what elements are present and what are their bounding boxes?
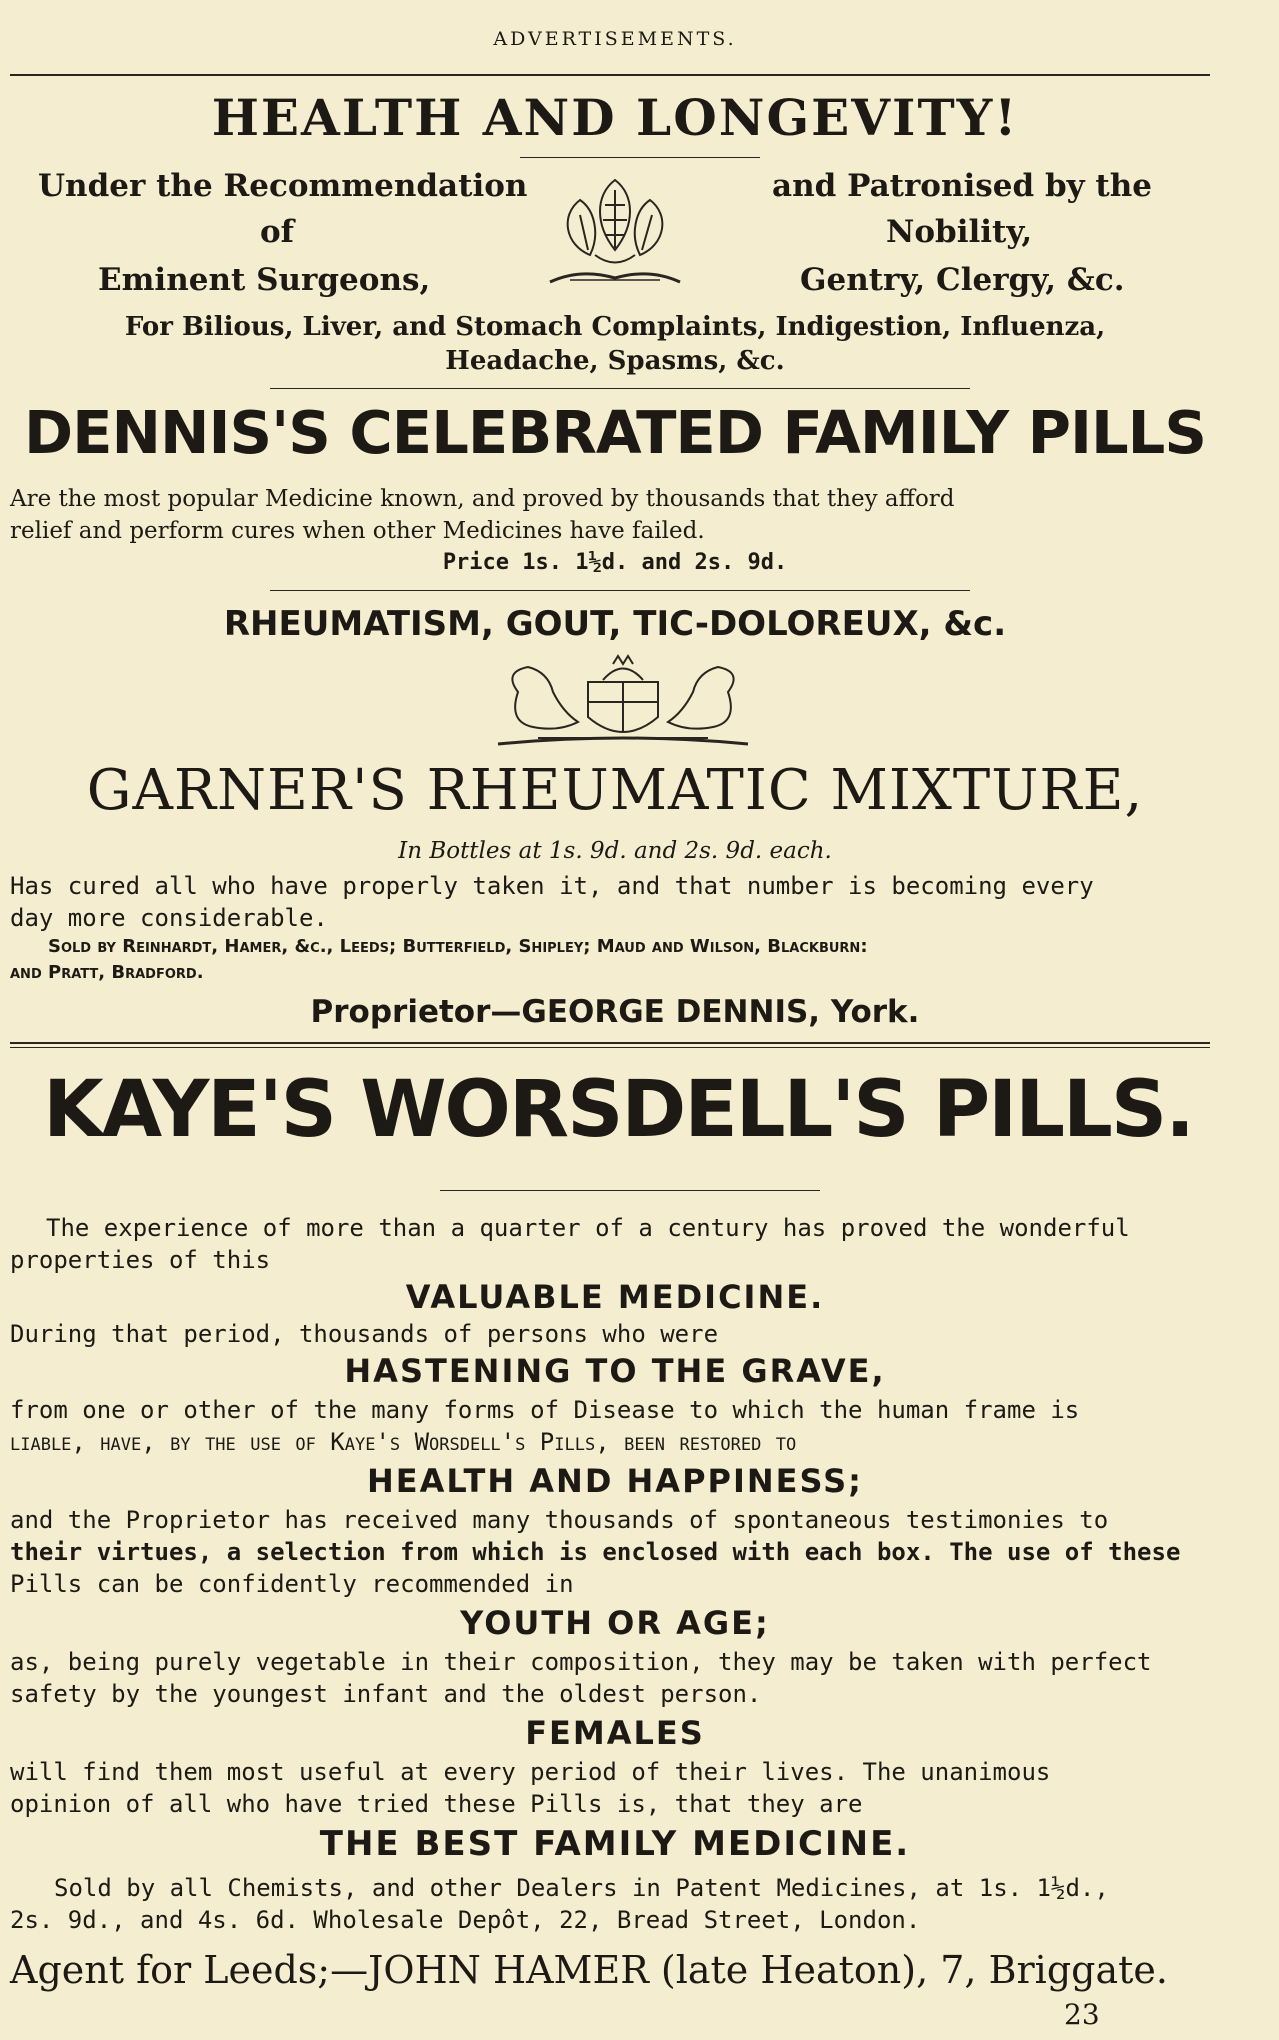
ad2-bottom-rule-2 (10, 1047, 1210, 1048)
ad2-product-name: GARNER'S RHEUMATIC MIXTURE, (86, 758, 1144, 823)
ad1-right-line-1: and Patronised by the (772, 168, 1153, 204)
ad1-complaints-line-1: For Bilious, Liver, and Stomach Complaints, Indigestion, Influenza, (124, 312, 1106, 342)
ad1-price: Price 1s. 1½d. and 2s. 9d. (442, 550, 788, 575)
ad2-proprietor: Proprietor—GEORGE DENNIS, York. (310, 994, 920, 1030)
ad3-para-4-line-3: Pills can be confidently recommended in (10, 1570, 574, 1598)
ad1-left-line-2: of (260, 214, 295, 250)
ad3-heading-females: FEMALES (525, 1714, 705, 1752)
ad1-product-name: DENNIS'S CELEBRATED FAMILY PILLS (24, 398, 1206, 467)
ad1-left-line-1: Under the Recommendation (38, 168, 528, 204)
ad1-rule-2 (270, 590, 970, 591)
ad1-left-line-3: Eminent Surgeons, (98, 262, 431, 298)
ad1-complaints-line-2: Headache, Spasms, &c. (445, 346, 785, 376)
royal-coat-of-arms-icon (478, 652, 768, 752)
ad1-right-line-2: Nobility, (886, 214, 1033, 250)
ad3-para-6-line-2: opinion of all who have tried these Pills is, that they are (10, 1790, 863, 1818)
ad1-title-rule (520, 157, 760, 158)
ad3-para-1-line-2: properties of this (10, 1246, 271, 1274)
ad2-description-line-2: day more considerable. (10, 904, 328, 932)
ad3-para-2: During that period, thousands of persons who were (10, 1320, 719, 1348)
ad1-rule-1 (270, 388, 970, 389)
ad3-para-6-line-1: will find them most useful at every period of their lives. The unanimous (10, 1758, 1051, 1786)
page-header: ADVERTISEMENTS. (493, 28, 737, 50)
ad3-title: KAYE'S WORSDELL'S PILLS. (43, 1064, 1193, 1155)
ad2-description-line-1: Has cured all who have properly taken it, and that number is becoming every (10, 872, 1094, 900)
ad2-bottle-prices: In Bottles at 1s. 9d. and 2s. 9d. each. (398, 838, 832, 864)
ad1-right-line-3: Gentry, Clergy, &c. (800, 262, 1125, 298)
ad3-title-rule (440, 1190, 820, 1191)
ad3-heading-hastening: HASTENING TO THE GRAVE, (344, 1352, 886, 1390)
ad2-bottom-rule-1 (10, 1042, 1210, 1044)
ad1-title: HEALTH AND LONGEVITY! (211, 88, 1019, 147)
ad3-heading-health-happiness: HEALTH AND HAPPINESS; (367, 1462, 863, 1500)
ad2-sold-by-line-2: and Pratt, Bradford. (10, 962, 204, 983)
ad3-sold-by-line-2: 2s. 9d., and 4s. 6d. Wholesale Depôt, 22, Bread Street, London. (10, 1906, 921, 1934)
ad3-sold-by-line-1: Sold by all Chemists, and other Dealers in Patent Medicines, at 1s. 1½d., (54, 1874, 1109, 1902)
ad1-description-line-1: Are the most popular Medicine known, and proved by thousands that they afford (10, 486, 955, 512)
ad2-sold-by-line-1: Sold by Reinhardt, Hamer, &c., Leeds; Butterfield, Shipley; Maud and Wilson, Blackburn: (48, 936, 868, 957)
ad3-para-5-line-2: safety by the youngest infant and the oldest person. (10, 1680, 762, 1708)
ad3-para-4-line-1: and the Proprietor has received many thousands of spontaneous testimonies to (10, 1506, 1109, 1534)
ad1-description-line-2: relief and perform cures when other Medicines have failed. (10, 518, 705, 544)
ad3-heading-best-family-medicine: THE BEST FAMILY MEDICINE. (319, 1824, 911, 1864)
ad3-heading-valuable-medicine: VALUABLE MEDICINE. (405, 1278, 825, 1316)
ad3-para-4-line-2: their virtues, a selection from which is enclosed with each box. The use of these (10, 1538, 1181, 1566)
page-number: 23 (1064, 1998, 1100, 2031)
ad2-title: RHEUMATISM, GOUT, TIC-DOLOREUX, &c. (223, 604, 1007, 644)
ad3-heading-youth-or-age: YOUTH OR AGE; (460, 1604, 770, 1642)
ad3-para-3-line-2: liable, have, by the use of Kaye's Worsdell's Pills, been restored to (10, 1428, 797, 1456)
prince-of-wales-feathers-icon (540, 170, 690, 295)
header-rule (10, 74, 1210, 76)
ad3-para-3-line-1: from one or other of the many forms of Disease to which the human frame is (10, 1396, 1080, 1424)
ad3-para-5-line-1: as, being purely vegetable in their composition, they may be taken with perfect (10, 1648, 1152, 1676)
ad3-para-1-line-1: The experience of more than a quarter of a century has proved the wonderful (46, 1214, 1130, 1242)
ad3-agent: Agent for Leeds;—JOHN HAMER (late Heaton), 7, Briggate. (10, 1948, 1168, 1992)
